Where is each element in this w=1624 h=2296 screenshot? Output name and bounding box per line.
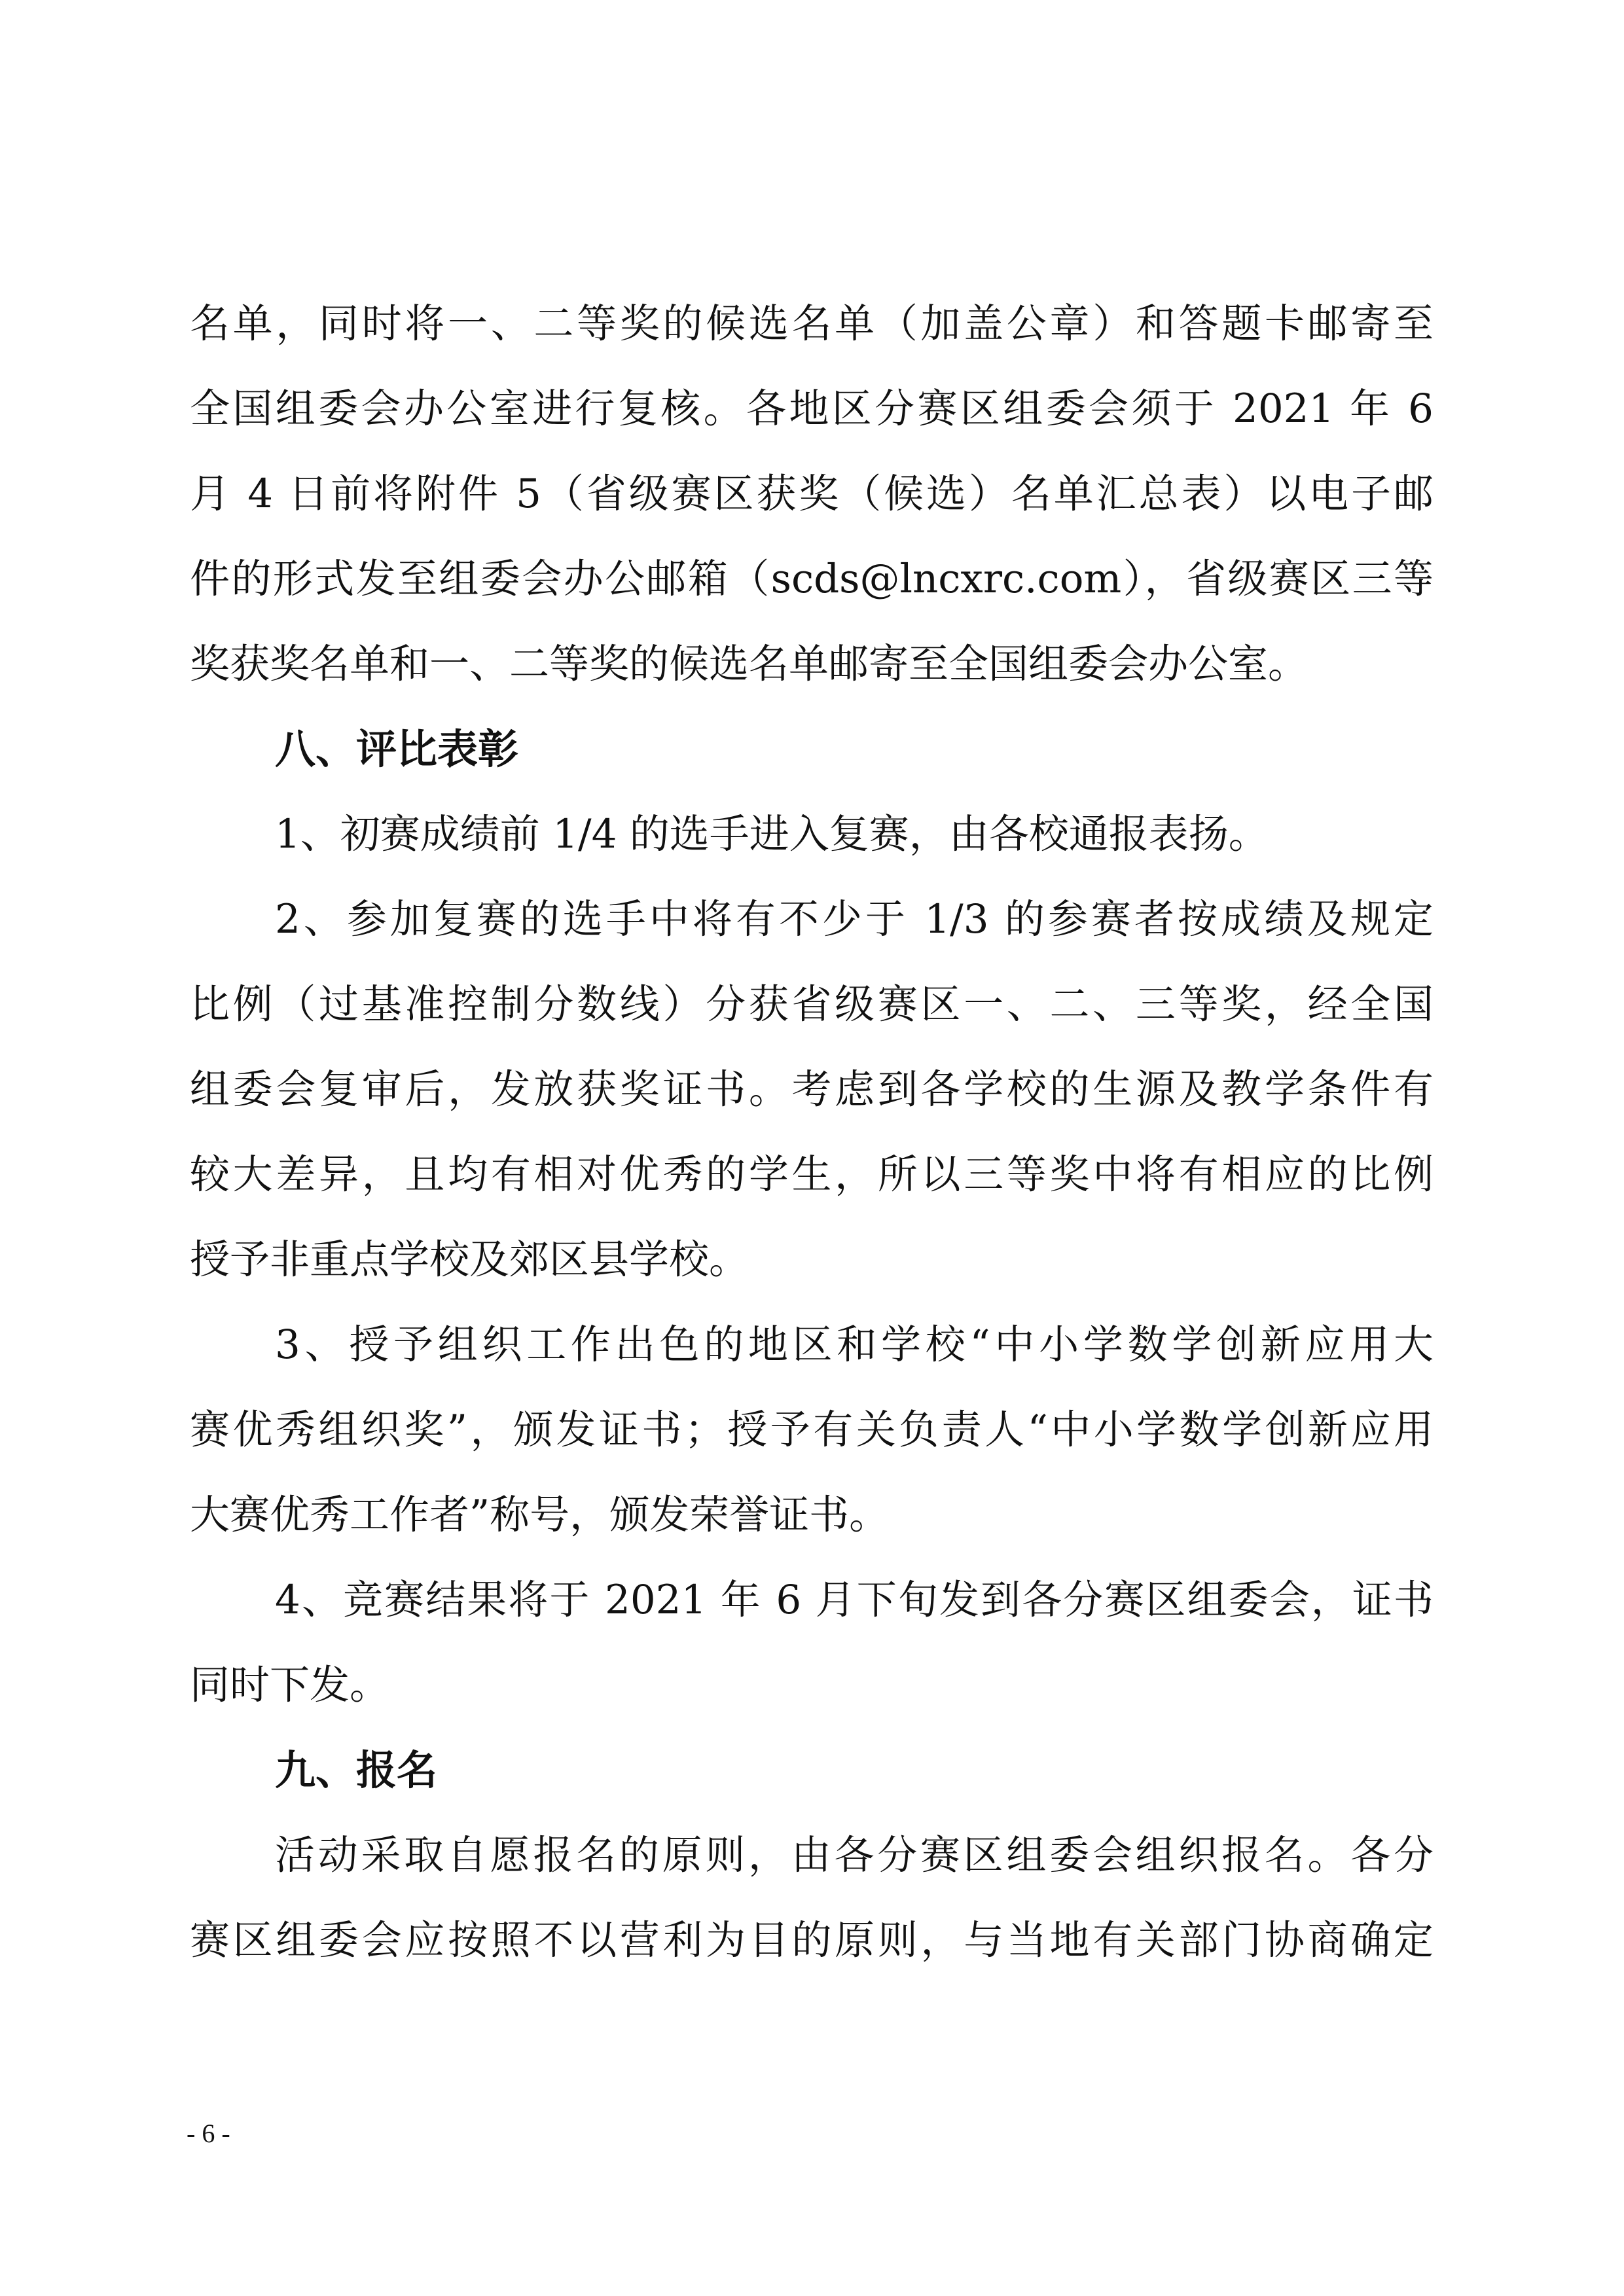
list-item-4-line: 同时下发。 <box>190 1662 390 1708</box>
paragraph-line: 月 4 日前将附件 5（省级赛区获奖（候选）名单汇总表）以电子邮 <box>190 471 1434 517</box>
paragraph-line: 活动采取自愿报名的原则，由各分赛区组委会组织报名。各分 <box>275 1832 1434 1878</box>
list-item-3-line: 3、授予组织工作出色的地区和学校“中小学数学创新应用大 <box>275 1321 1434 1368</box>
page-number: - 6 - <box>187 2119 230 2148</box>
list-item-3-line: 赛优秀组织奖”，颁发证书；授予有关负责人“中小学数学创新应用 <box>190 1407 1434 1453</box>
list-item-2-line: 授予非重点学校及郊区县学校。 <box>190 1236 749 1283</box>
paragraph-line: 件的形式发至组委会办公邮箱（scds@lncxrc.com），省级赛区三等 <box>190 556 1434 602</box>
list-item-2-line: 2、参加复赛的选手中将有不少于 1/3 的参赛者按成绩及规定 <box>275 896 1434 942</box>
list-item-3-line: 大赛优秀工作者”称号，颁发荣誉证书。 <box>190 1492 890 1538</box>
list-item-2-line: 组委会复审后，发放获奖证书。考虑到各学校的生源及教学条件有 <box>190 1066 1434 1113</box>
list-item-2-line: 较大差异，且均有相对优秀的学生，所以三等奖中将有相应的比例 <box>190 1151 1434 1198</box>
paragraph-line: 名单，同时将一、二等奖的候选名单（加盖公章）和答题卡邮寄至 <box>190 300 1434 347</box>
list-item-4-line: 4、竞赛结果将于 2021 年 6 月下旬发到各分赛区组委会，证书 <box>275 1577 1434 1623</box>
paragraph-line: 全国组委会办公室进行复核。各地区分赛区组委会须于 2021 年 6 <box>190 386 1434 432</box>
list-item-2-line: 比例（过基准控制分数线）分获省级赛区一、二、三等奖，经全国 <box>190 981 1434 1028</box>
paragraph-line: 奖获奖名单和一、二等奖的候选名单邮寄至全国组委会办公室。 <box>190 641 1308 687</box>
section-heading-9: 九、报名 <box>275 1746 438 1794</box>
paragraph-line: 赛区组委会应按照不以营利为目的原则，与当地有关部门协商确定 <box>190 1917 1434 1964</box>
list-item-1: 1、初赛成绩前 1/4 的选手进入复赛，由各校通报表扬。 <box>275 811 1269 857</box>
section-heading-8: 八、评比表彰 <box>275 725 519 773</box>
